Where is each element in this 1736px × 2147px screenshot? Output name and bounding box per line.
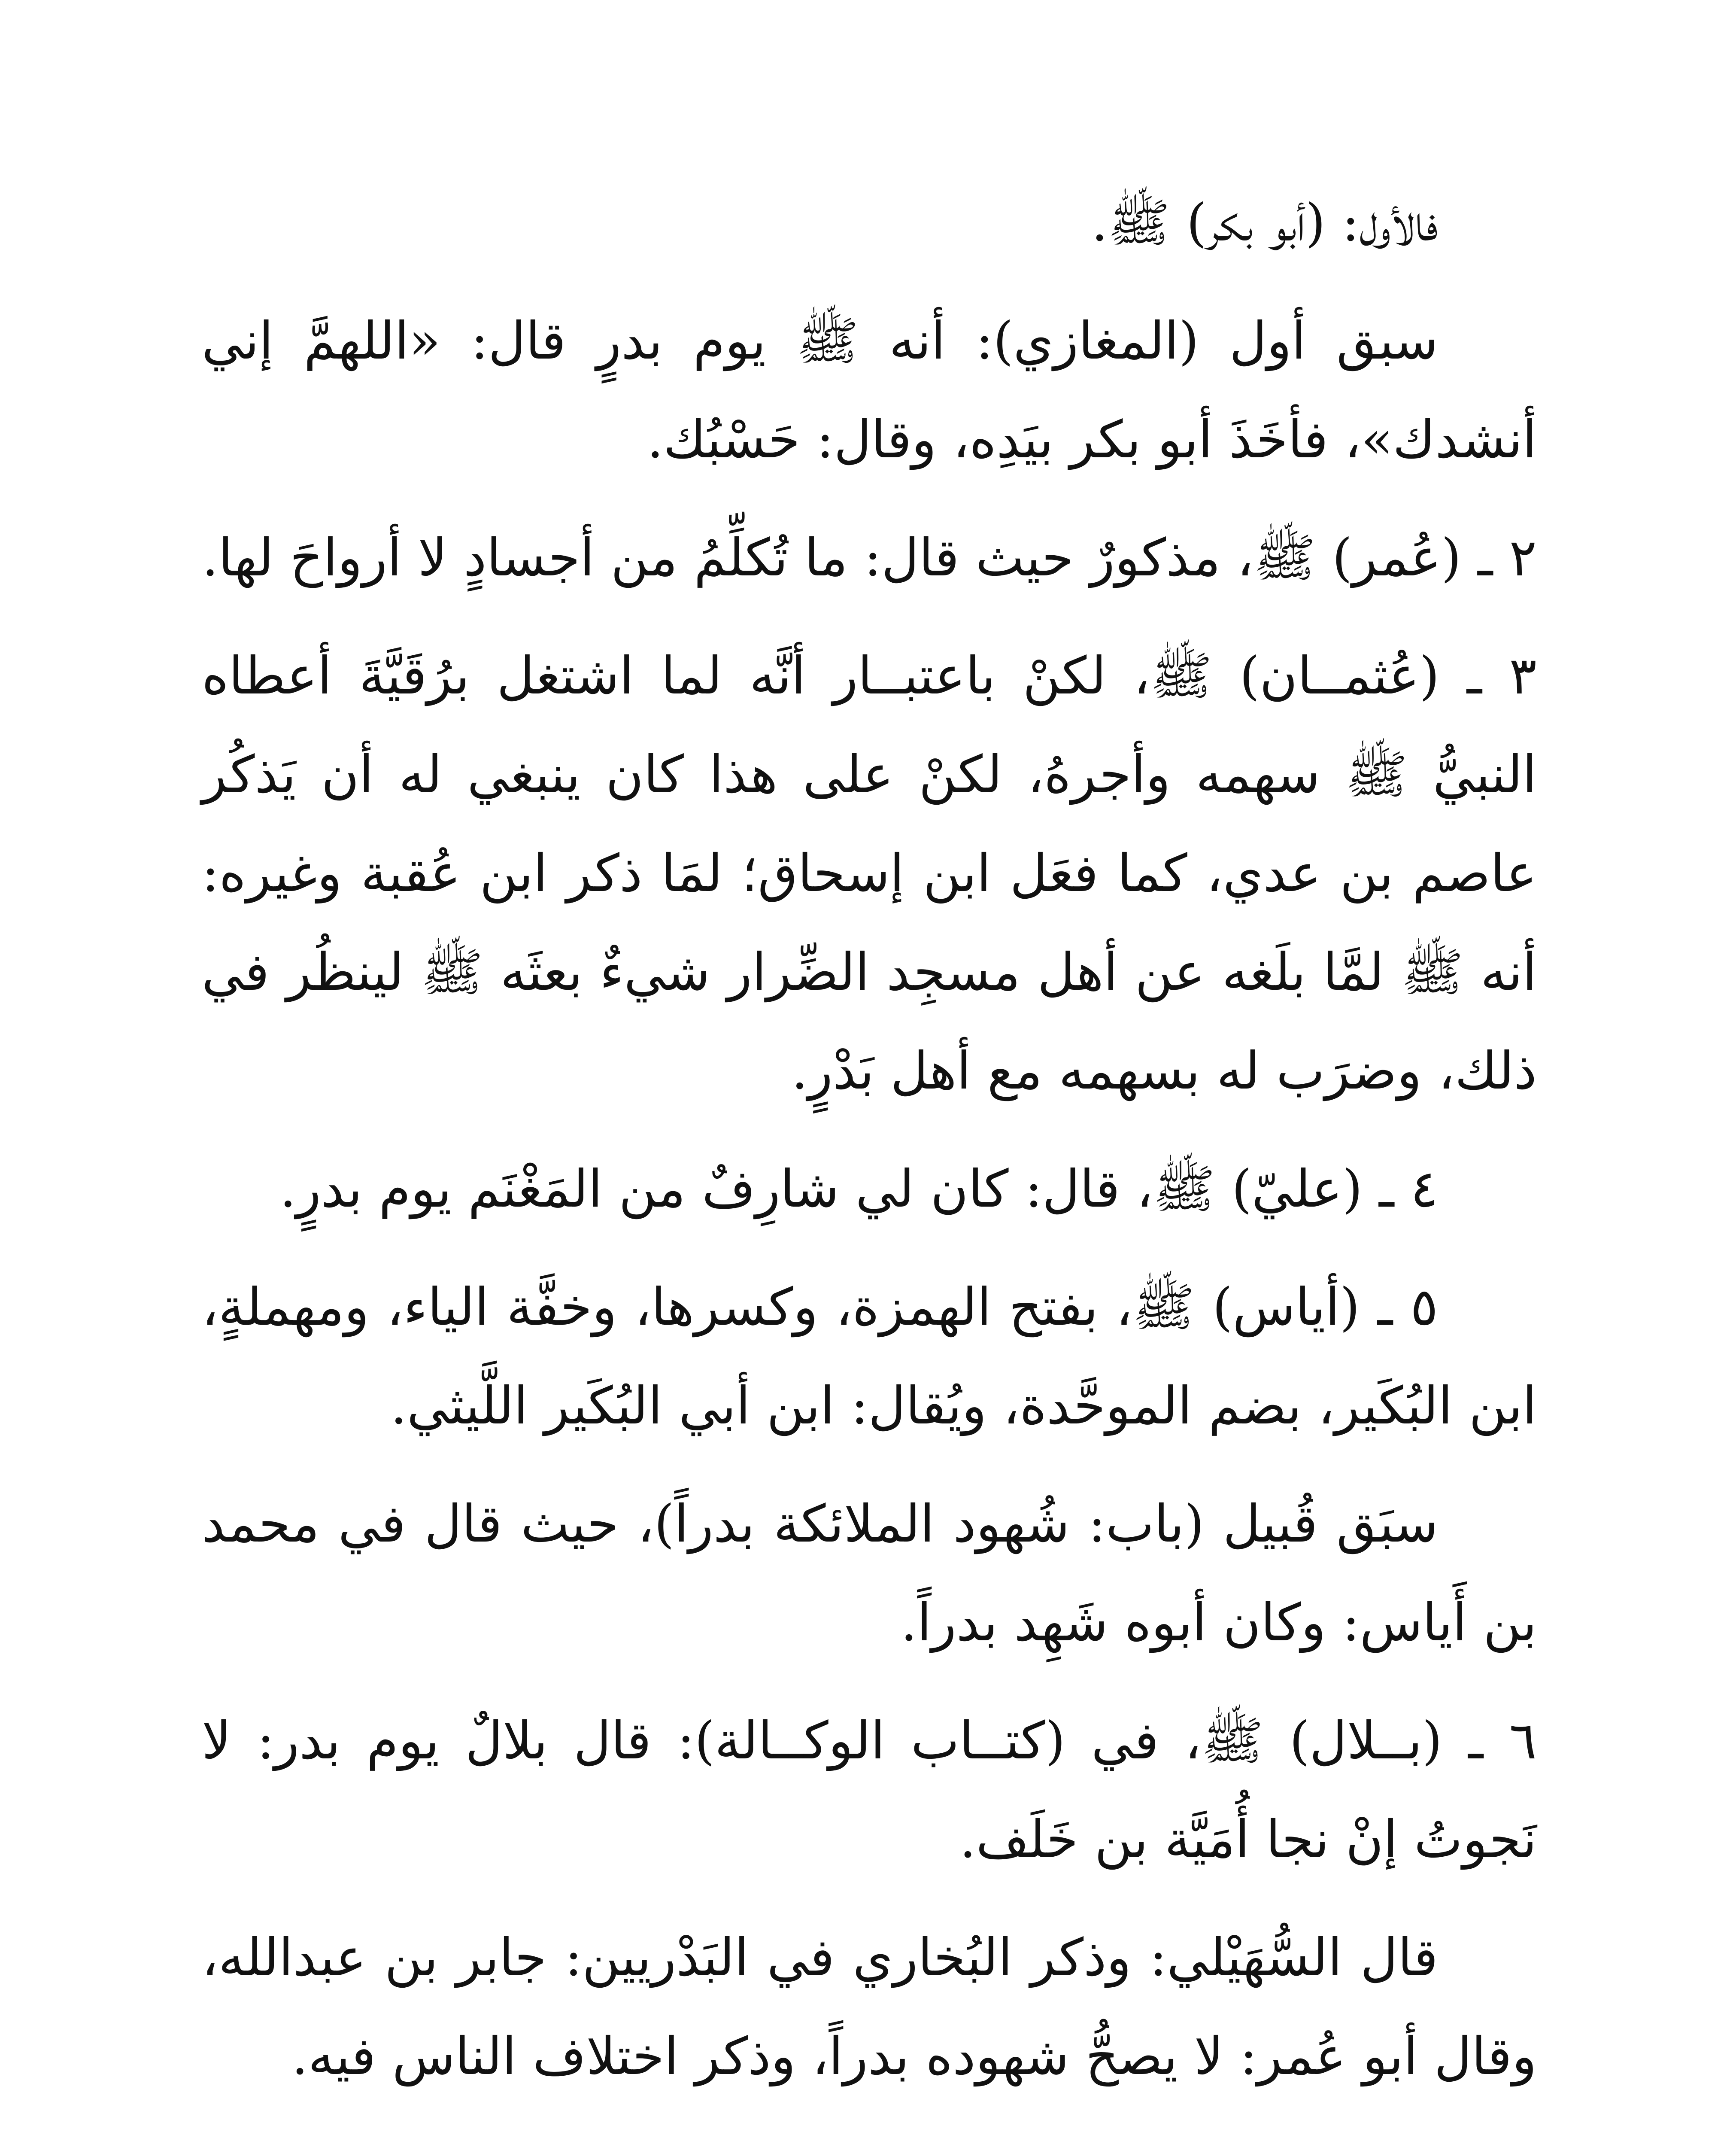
paragraph-8-bilal: ٦ ـ (بــلال) ﷺ، في (كتــاب الوكــالة): قال بلالٌ يوم بدر: لا نَجوتُ إنْ نجا أُمَيَّة بن خَلَف.: [202, 1711, 1537, 1870]
paragraph-3-umar: ٢ ـ (عُمر) ﷺ، مذكورٌ حيث قال: ما تُكلِّمُ من أجسادٍ لا أرواحَ لها.: [202, 528, 1537, 588]
paragraph-2: سبق أول (المغازي): أنه ﷺ يوم بدرٍ قال: «اللهمَّ إني أنشدك»، فأخَذَ أبو بكر بيَدِه، وقال: حَسْبُك.: [202, 311, 1537, 470]
paragraph-6-ayas: ٥ ـ (أياس) ﷺ، بفتح الهمزة، وكسرها، وخفَّة الياء، ومهملةٍ، ابن البُكَير، بضم الموحَّدة، ويُقال: ابن أبي البُكَير اللَّيثي.: [202, 1277, 1537, 1436]
paragraph-4-uthman: ٣ ـ (عُثمــان) ﷺ، لكنْ باعتبــار أنَّه لما اشتغل برُقَيَّةَ أعطاه النبيُّ ﷺ سهمه وأجرهُ، لكنْ على هذا كان ينبغي له أن يَذكُر عاصم بن عدي، كما فعَل ابن إسحاق؛ لمَا ذكر ابن عُقبة وغيره: أنه ﷺ لمَّا بلَغه عن أهل مسجِد الضِّرار شيءٌ بعثَه ﷺ لينظُر في ذلك، وضرَب له بسهمه مع أهل بَدْرٍ.: [202, 646, 1537, 1101]
paragraph-9: قال السُّهَيْلي: وذكر البُخاري في البَدْريين: جابر بن عبدالله، وقال أبو عُمر: لا يصحُّ شهوده بدراً، وذكر اختلاف الناس فيه.: [202, 1928, 1537, 2086]
paragraph-1: فالأول: (أبو بكر) ﷺ.: [1091, 193, 1438, 253]
page-body: [202, 174, 1537, 2126]
paragraph-7: سبَق قُبيل (باب: شُهود الملائكة بدراً)، حيث قال في محمد بن أَياس: وكان أبوه شَهِد بدراً.: [202, 1494, 1537, 1653]
paragraph-5-ali: ٤ ـ (عليّ) ﷺ، قال: كان لي شارِفٌ من المَغْنَم يوم بدرٍ.: [279, 1159, 1438, 1219]
